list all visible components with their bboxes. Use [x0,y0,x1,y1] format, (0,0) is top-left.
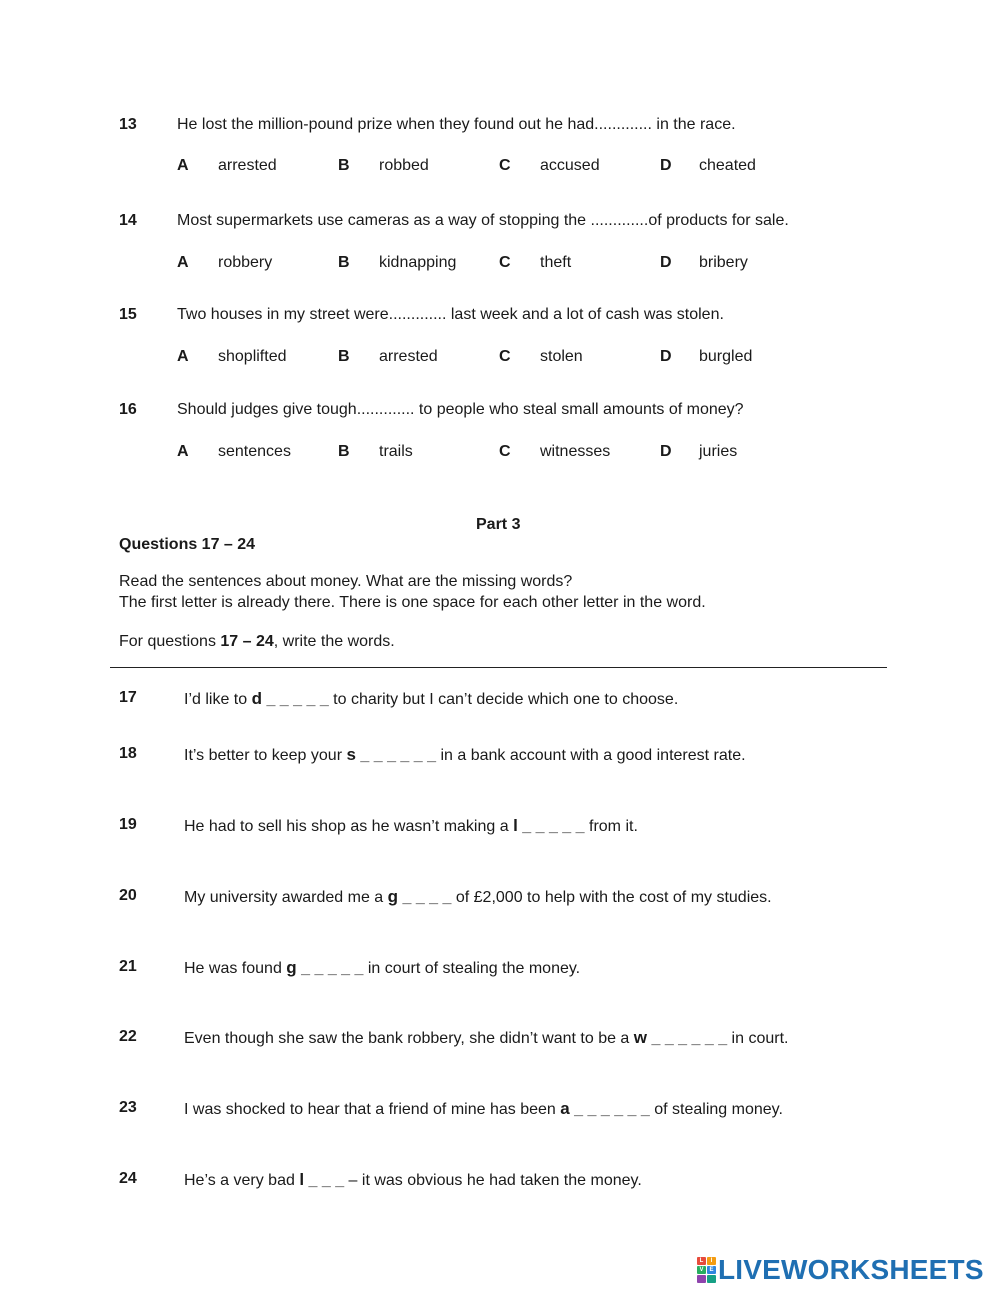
logo-text: LIVEWORKSHEETS [718,1254,984,1285]
option-letter: C [499,157,511,174]
question-text: He lost the million-pound prize when they found out he had............. in the race. [177,116,736,133]
question-number: 15 [119,306,137,323]
question-text: Should judges give tough............. to people who steal small amounts of money? [177,401,744,418]
option-letter: B [338,443,350,460]
first-letter: w [633,1028,648,1047]
option-word[interactable]: robbery [218,254,273,271]
option-word[interactable]: burgled [699,348,753,365]
option-letter: B [338,254,350,271]
first-letter: g [286,958,297,977]
instruction-text: For questions [119,633,221,650]
question-number: 16 [119,401,137,418]
question-sentence [184,958,580,978]
option-word[interactable]: shoplifted [218,348,287,365]
question-number: 13 [119,116,137,133]
question-text: Most supermarkets use cameras as a way of stopping the .............of products for sale. [177,212,789,229]
option-letter: D [660,443,672,460]
sentence-end: to charity but I can’t decide which one to choose. [328,691,679,708]
sentence-end: in court. [727,1030,789,1047]
logo-mark-icon: L I V E [697,1257,716,1283]
instruction-range: 17 – 24 [220,633,274,650]
first-letter: l [513,816,518,835]
answer-blanks[interactable]: _ _ _ _ _ _ [360,747,437,764]
questions-range-heading: Questions 17 – 24 [119,536,256,553]
option-word[interactable]: trails [379,443,413,460]
first-letter: l [299,1170,305,1189]
question-number: 22 [119,1028,137,1045]
sentence-end: in a bank account with a good interest rate. [436,747,746,764]
instruction-line: The first letter is already there. There is one space for each other letter in the word. [119,594,706,611]
first-letter: g [387,887,399,906]
option-letter: A [177,157,189,174]
question-sentence [184,1028,788,1048]
instruction-text: , write the words. [273,633,395,650]
question-sentence [184,689,678,709]
part-title: Part 3 [476,516,521,533]
sentence-start: It’s better to keep your [184,747,347,764]
option-letter: D [660,254,672,271]
question-number: 24 [119,1170,137,1187]
sentence-start: He’s a very bad [184,1172,300,1189]
option-word[interactable]: robbed [379,157,429,174]
option-letter: A [177,254,189,271]
answer-blanks[interactable]: _ _ _ _ _ [522,818,585,835]
option-letter: B [338,157,350,174]
question-number: 21 [119,958,137,975]
question-sentence [184,816,638,836]
liveworksheets-logo [697,1255,984,1285]
answer-blanks[interactable]: _ _ _ _ _ _ [574,1101,650,1118]
answer-blanks[interactable]: _ _ _ _ _ [301,960,364,977]
option-word[interactable]: theft [540,254,572,271]
instruction-line [119,633,395,651]
question-number: 20 [119,887,137,904]
option-word[interactable]: juries [699,443,738,460]
first-letter: a [560,1099,570,1118]
question-text: Two houses in my street were............. last week and a lot of cash was stolen. [177,306,724,323]
sentence-start: Even though she saw the bank robbery, she didn’t want to be a [184,1030,634,1047]
sentence-end: – it was obvious he had taken the money. [344,1172,642,1189]
option-letter: C [499,254,511,271]
answer-blanks[interactable]: _ _ _ [308,1172,345,1189]
sentence-start: I was shocked to hear that a friend of mine has been [184,1101,561,1118]
option-letter: C [499,443,511,460]
option-letter: D [660,348,672,365]
first-letter: d [251,689,262,708]
option-word[interactable]: arrested [218,157,277,174]
question-sentence [184,1099,783,1119]
question-number: 19 [119,816,137,833]
option-word[interactable]: bribery [699,254,748,271]
first-letter: s [346,745,356,764]
option-letter: B [338,348,350,365]
option-word[interactable]: witnesses [540,443,611,460]
option-word[interactable]: stolen [540,348,583,365]
question-sentence [184,1170,642,1190]
option-letter: D [660,157,672,174]
option-word[interactable]: accused [540,157,600,174]
sentence-end: of £2,000 to help with the cost of my studies. [451,889,772,906]
answer-blanks[interactable]: _ _ _ _ _ _ [651,1030,728,1047]
question-number: 14 [119,212,137,229]
sentence-end: of stealing money. [649,1101,783,1118]
sentence-end: from it. [584,818,638,835]
divider [110,667,887,668]
sentence-start: He had to sell his shop as he wasn’t making a [184,818,514,835]
sentence-start: I’d like to [184,691,252,708]
sentence-end: in court of stealing the money. [363,960,581,977]
question-number: 17 [119,689,137,706]
answer-blanks[interactable]: _ _ _ _ [402,889,452,906]
question-sentence [184,745,746,765]
option-letter: C [499,348,511,365]
instruction-line: Read the sentences about money. What are the missing words? [119,573,573,590]
option-letter: A [177,443,189,460]
sentence-start: My university awarded me a [184,889,388,906]
option-word[interactable]: kidnapping [379,254,457,271]
question-number: 18 [119,745,137,762]
option-word[interactable]: cheated [699,157,756,174]
answer-blanks[interactable]: _ _ _ _ _ [266,691,329,708]
question-sentence [184,887,772,907]
sentence-start: He was found [184,960,287,977]
question-number: 23 [119,1099,137,1116]
option-letter: A [177,348,189,365]
option-word[interactable]: arrested [379,348,438,365]
option-word[interactable]: sentences [218,443,291,460]
